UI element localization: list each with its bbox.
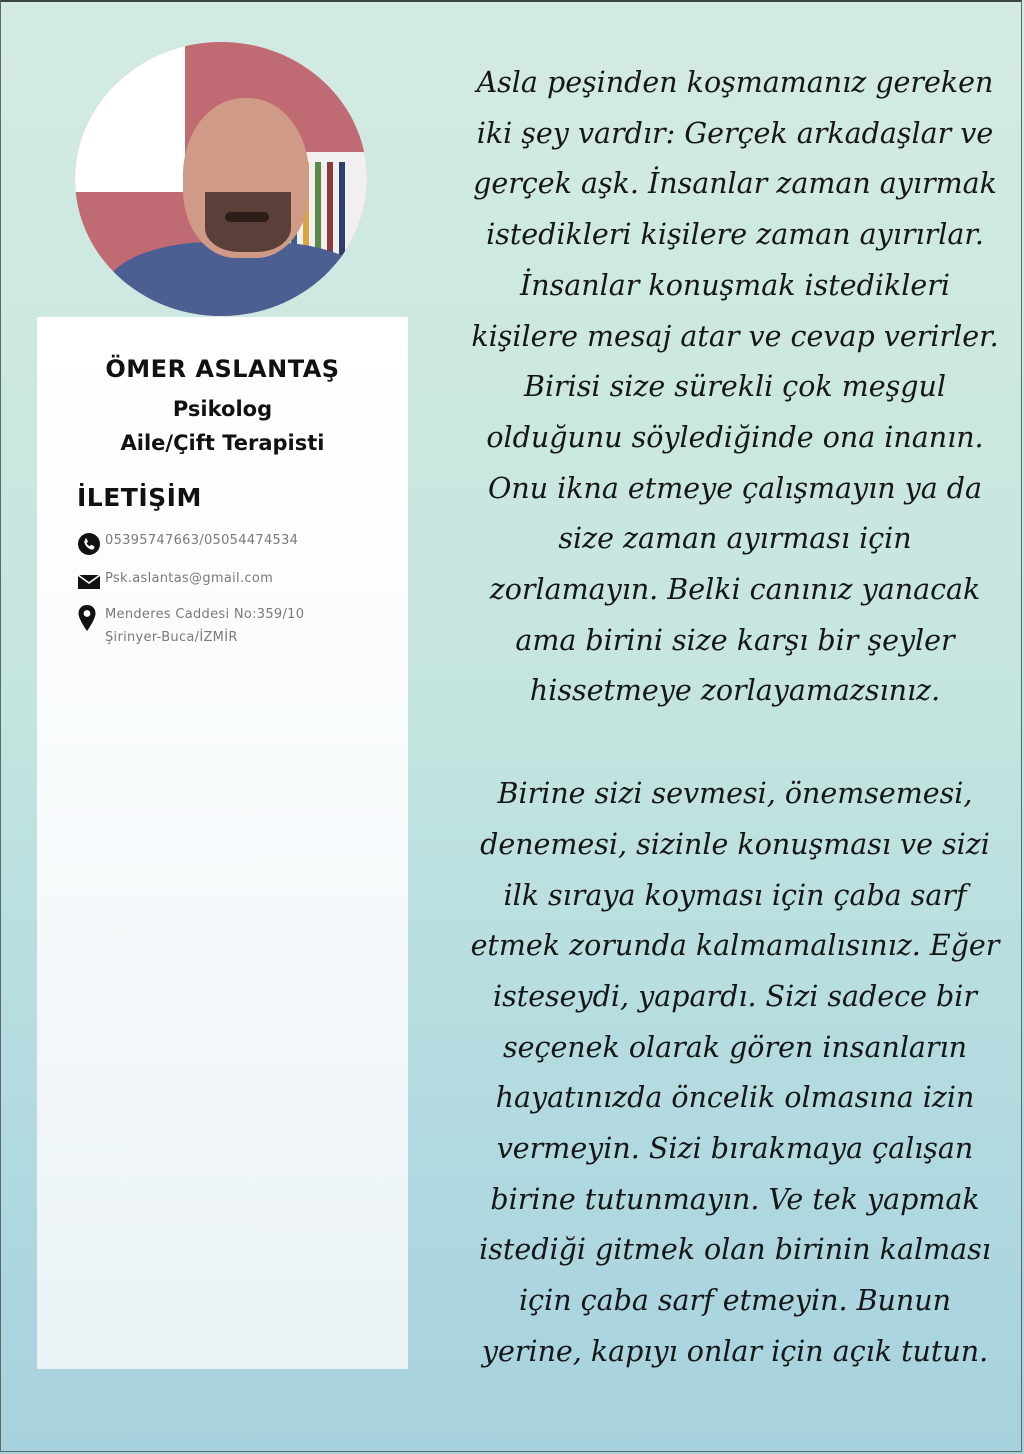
quote-line: için çaba sarf etmeyin. Bunun xyxy=(519,1284,951,1318)
quote-line: seçenek olarak gören insanların xyxy=(502,1030,968,1064)
contact-address-row xyxy=(77,605,304,648)
quote-line: kişilere mesaj atar ve cevap verirler. xyxy=(471,319,999,353)
quote-text xyxy=(460,58,1010,1378)
quote-line: İnsanlar konuşmak istedikleri xyxy=(520,268,950,302)
photo-mouth xyxy=(225,212,269,222)
quote-line: isteseydi, yapardı. Sizi sadece bir xyxy=(493,979,977,1013)
photo-window xyxy=(75,42,185,192)
quote-line: etmek zorunda kalmamalısınız. Eğer xyxy=(470,929,1000,963)
quote-line: Birisi size sürekli çok meşgul xyxy=(524,370,946,404)
photo-book xyxy=(339,162,345,262)
contact-address xyxy=(105,605,304,648)
quote-line: iki şey vardır: Gerçek arkadaşlar ve xyxy=(476,116,994,150)
phone-icon xyxy=(77,531,105,557)
quote-line: ilk sıraya koyması için çaba sarf xyxy=(503,878,967,912)
person-specialty: Aile/Çift Terapisti xyxy=(120,431,325,455)
quote-line: size zaman ayırması için xyxy=(558,522,912,556)
quote-line: zorlamayın. Belki canınız yanacak xyxy=(489,573,981,607)
person-role: Psikolog xyxy=(172,397,273,421)
quote-line: birine tutunmayın. Ve tek yapmak xyxy=(490,1182,980,1216)
quote-line: Birine sizi sevmesi, önemsemesi, xyxy=(497,777,973,811)
contact-phone-row xyxy=(77,531,298,557)
person-name: ÖMER ASLANTAŞ xyxy=(105,355,340,383)
quote-line: vermeyin. Sizi bırakmaya çalışan xyxy=(496,1132,974,1166)
photo-book xyxy=(327,162,333,262)
contact-email[interactable]: Psk.aslantas@gmail.com xyxy=(105,571,274,586)
quote-line: olduğunu söylediğinde ona inanın. xyxy=(486,420,984,454)
mail-icon xyxy=(77,569,105,595)
location-pin-icon xyxy=(77,605,105,631)
quote-line: gerçek aşk. İnsanlar zaman ayırmak xyxy=(473,167,997,201)
contact-heading: İLETİŞİM xyxy=(77,483,202,512)
profile-photo xyxy=(75,42,367,316)
photo-beard xyxy=(205,192,291,252)
quote-line: Onu ikna etmeye çalışmayın ya da xyxy=(487,471,982,505)
quote-line: istediği gitmek olan birinin kalması xyxy=(479,1233,991,1267)
quote-line: yerine, kapıyı onlar için açık tutun. xyxy=(481,1334,989,1368)
quote-line: istedikleri kişilere zaman ayırırlar. xyxy=(486,218,984,252)
quote-line: Asla peşinden koşmamanız gereken xyxy=(476,66,994,99)
quote-line: hayatınızda öncelik olmasına izin xyxy=(495,1081,975,1115)
contact-phone[interactable]: 05395747663/05054474534 xyxy=(105,533,299,548)
profile-card xyxy=(37,317,408,1369)
contact-email-row xyxy=(77,569,273,595)
quote-line: ama birini size karşı bir şeyler xyxy=(515,623,955,657)
address-line-1: Menderes Caddesi No:359/10 xyxy=(105,607,305,622)
address-line-2: Şirinyer-Buca/İZMİR xyxy=(105,630,238,645)
quote-line: hissetmeye zorlayamazsınız. xyxy=(529,674,941,708)
paragraph-gap xyxy=(460,717,1010,769)
quote-line: denemesi, sizinle konuşması ve sizi xyxy=(480,827,990,861)
